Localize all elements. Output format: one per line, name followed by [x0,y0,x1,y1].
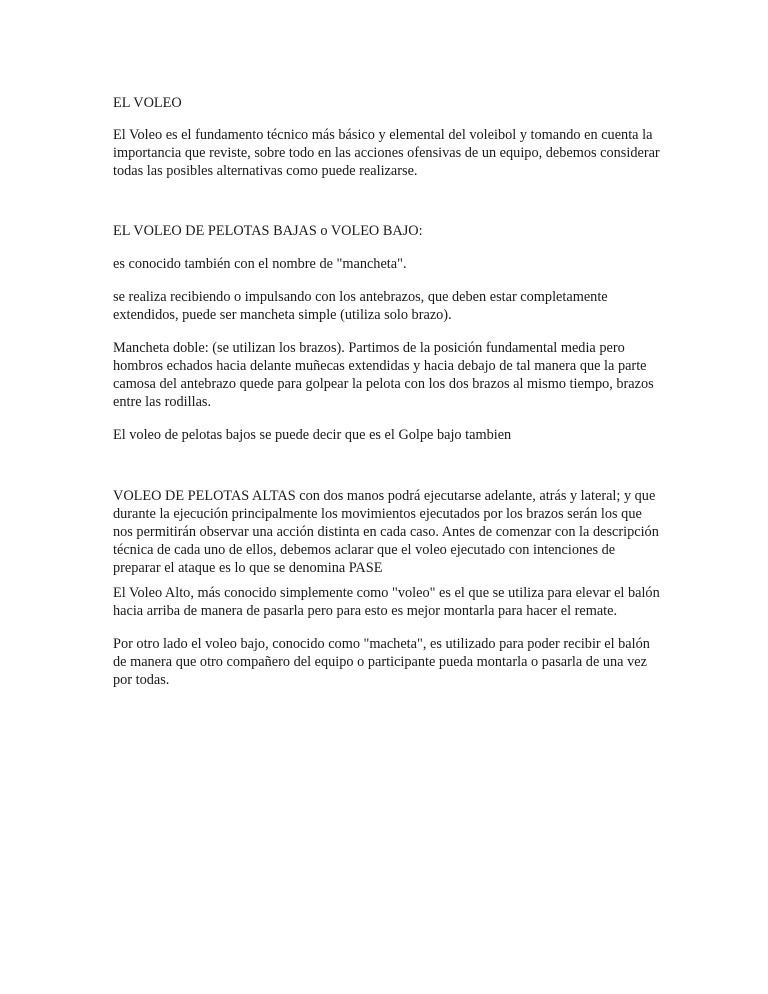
high-paragraph-1: VOLEO DE PELOTAS ALTAS con dos manos podrá ejecutarse adelante, atrás y lateral; y que durante la ejecución principalmente los movimientos ejecutados por los brazos serán los que nos permitirán observar una acción distinta en cada caso. Antes de comenzar con la descripción técnica de cada uno de ellos, debemos aclarar que el voleo ejecutado con intenciones de preparar el ataque es lo que se denomina PASE [113,488,659,576]
high-paragraph-2: El Voleo Alto, más conocido simplemente como "voleo" es el que se utiliza para elevar el balón hacia arriba de manera de pasarla pero para esto es mejor montarla para hacer el remate. [113,585,660,619]
low-paragraph-1: es conocido también con el nombre de "mancheta". [113,256,407,272]
intro-paragraph: El Voleo es el fundamento técnico más básico y elemental del voleibol y tomando en cuenta la importancia que reviste, sobre todo en las acciones ofensivas de un equipo, debemos considerar todas las posibles alternativas como puede realizarse. [113,127,660,179]
high-paragraph-3: Por otro lado el voleo bajo, conocido como "macheta", es utilizado para poder recibir el balón de manera que otro compañero del equipo o participante pueda montarla o pasarla de una vez por todas. [113,636,650,688]
low-paragraph-3: Mancheta doble: (se utilizan los brazos). Partimos de la posición fundamental media pero hombros echados hacia delante muñecas extendidas y hacia debajo de tal manera que la parte camosa del antebrazo quede para golpear la pelota con los dos brazos al mismo tiempo, brazos entre las rodillas. [113,340,654,410]
section-low-heading: EL VOLEO DE PELOTAS BAJAS o VOLEO BAJO: [113,223,423,239]
document-body [113,94,661,689]
low-paragraph-4: El voleo de pelotas bajos se puede decir que es el Golpe bajo tambien [113,427,512,443]
document-title: EL VOLEO [113,95,182,111]
low-paragraph-2: se realiza recibiendo o impulsando con los antebrazos, que deben estar completamente extendidos, puede ser mancheta simple (utiliza solo brazo). [113,289,608,323]
